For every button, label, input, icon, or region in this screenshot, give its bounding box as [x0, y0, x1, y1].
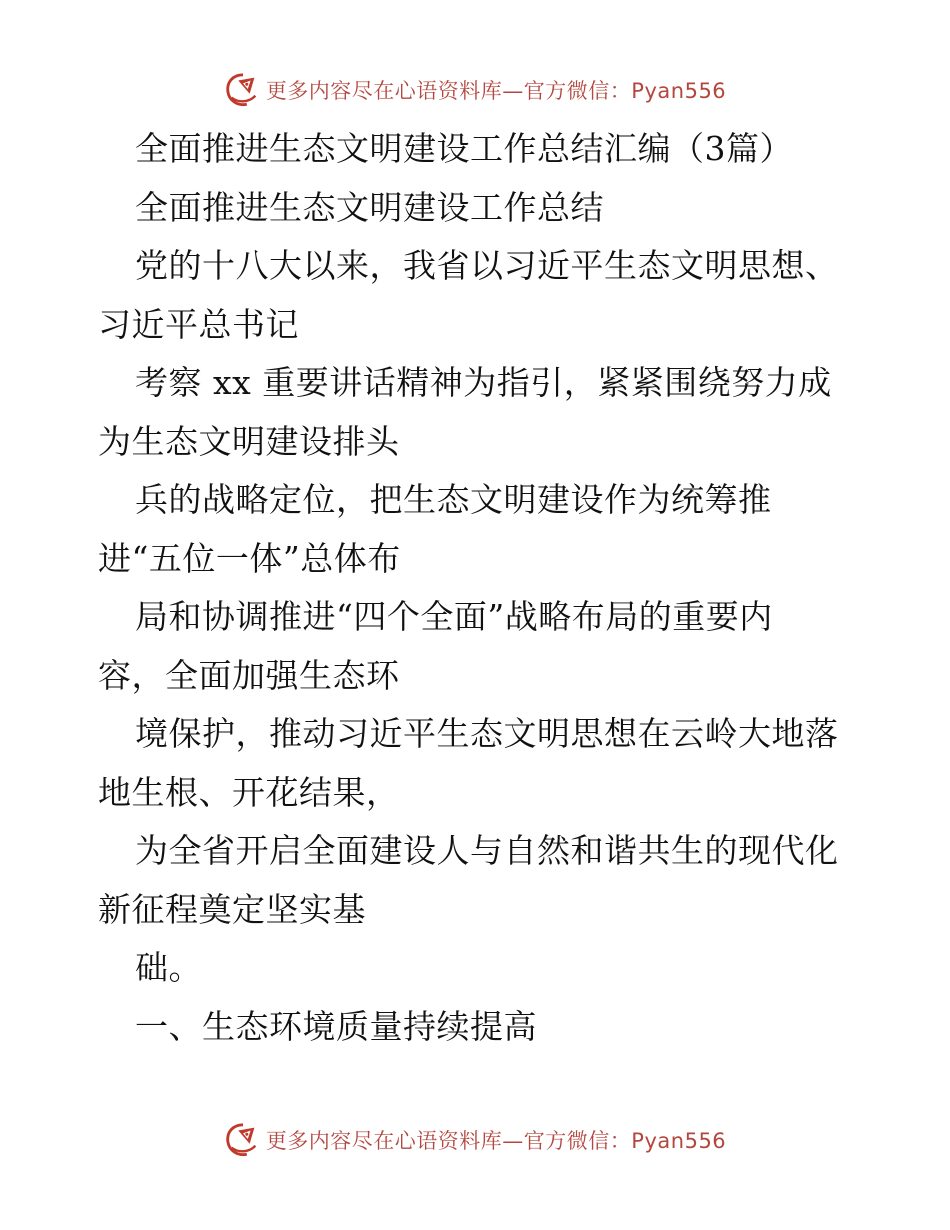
- document-title: 全面推进生态文明建设工作总结汇编（3篇）: [135, 129, 793, 168]
- section-heading: 一、生态环境质量持续提高: [135, 1006, 537, 1046]
- paragraph-line: 境保护，推动习近平生态文明思想在云岭大地落: [135, 714, 839, 753]
- paragraph-line: 党的十八大以来，我省以习近平生态文明思想、: [135, 246, 839, 285]
- paragraph-line: 进“五位一体”总体布: [98, 538, 401, 578]
- pen-nib-swirl-logo-icon: [224, 1121, 262, 1159]
- banner-text: 更多内容尽在心语资料库—官方微信：Pyan556: [265, 1129, 727, 1153]
- paragraph-line: 新征程奠定坚实基: [98, 889, 366, 929]
- footer-banner: [0, 1120, 950, 1160]
- paragraph-line: 础。: [135, 948, 202, 987]
- section-title: 全面推进生态文明建设工作总结: [135, 187, 604, 227]
- paragraph-line: 考察 xx 重要讲话精神为指引，紧紧围绕努力成: [135, 363, 832, 402]
- header-banner: [0, 70, 950, 110]
- paragraph-line: 容，全面加强生态环: [98, 655, 400, 695]
- pen-nib-swirl-logo-icon: [224, 71, 262, 109]
- paragraph-line: 习近平总书记: [98, 304, 299, 344]
- paragraph-line: 局和协调推进“四个全面”战略布局的重要内: [135, 597, 773, 636]
- paragraph-line: 地生根、开花结果，: [98, 772, 400, 812]
- paragraph-line: 为全省开启全面建设人与自然和谐共生的现代化: [135, 831, 839, 870]
- document-body: [98, 120, 858, 1056]
- banner-text: 更多内容尽在心语资料库—官方微信：Pyan556: [265, 79, 727, 103]
- paragraph-line: 为生态文明建设排头: [98, 421, 400, 461]
- paragraph-line: 兵的战略定位，把生态文明建设作为统筹推: [135, 480, 772, 519]
